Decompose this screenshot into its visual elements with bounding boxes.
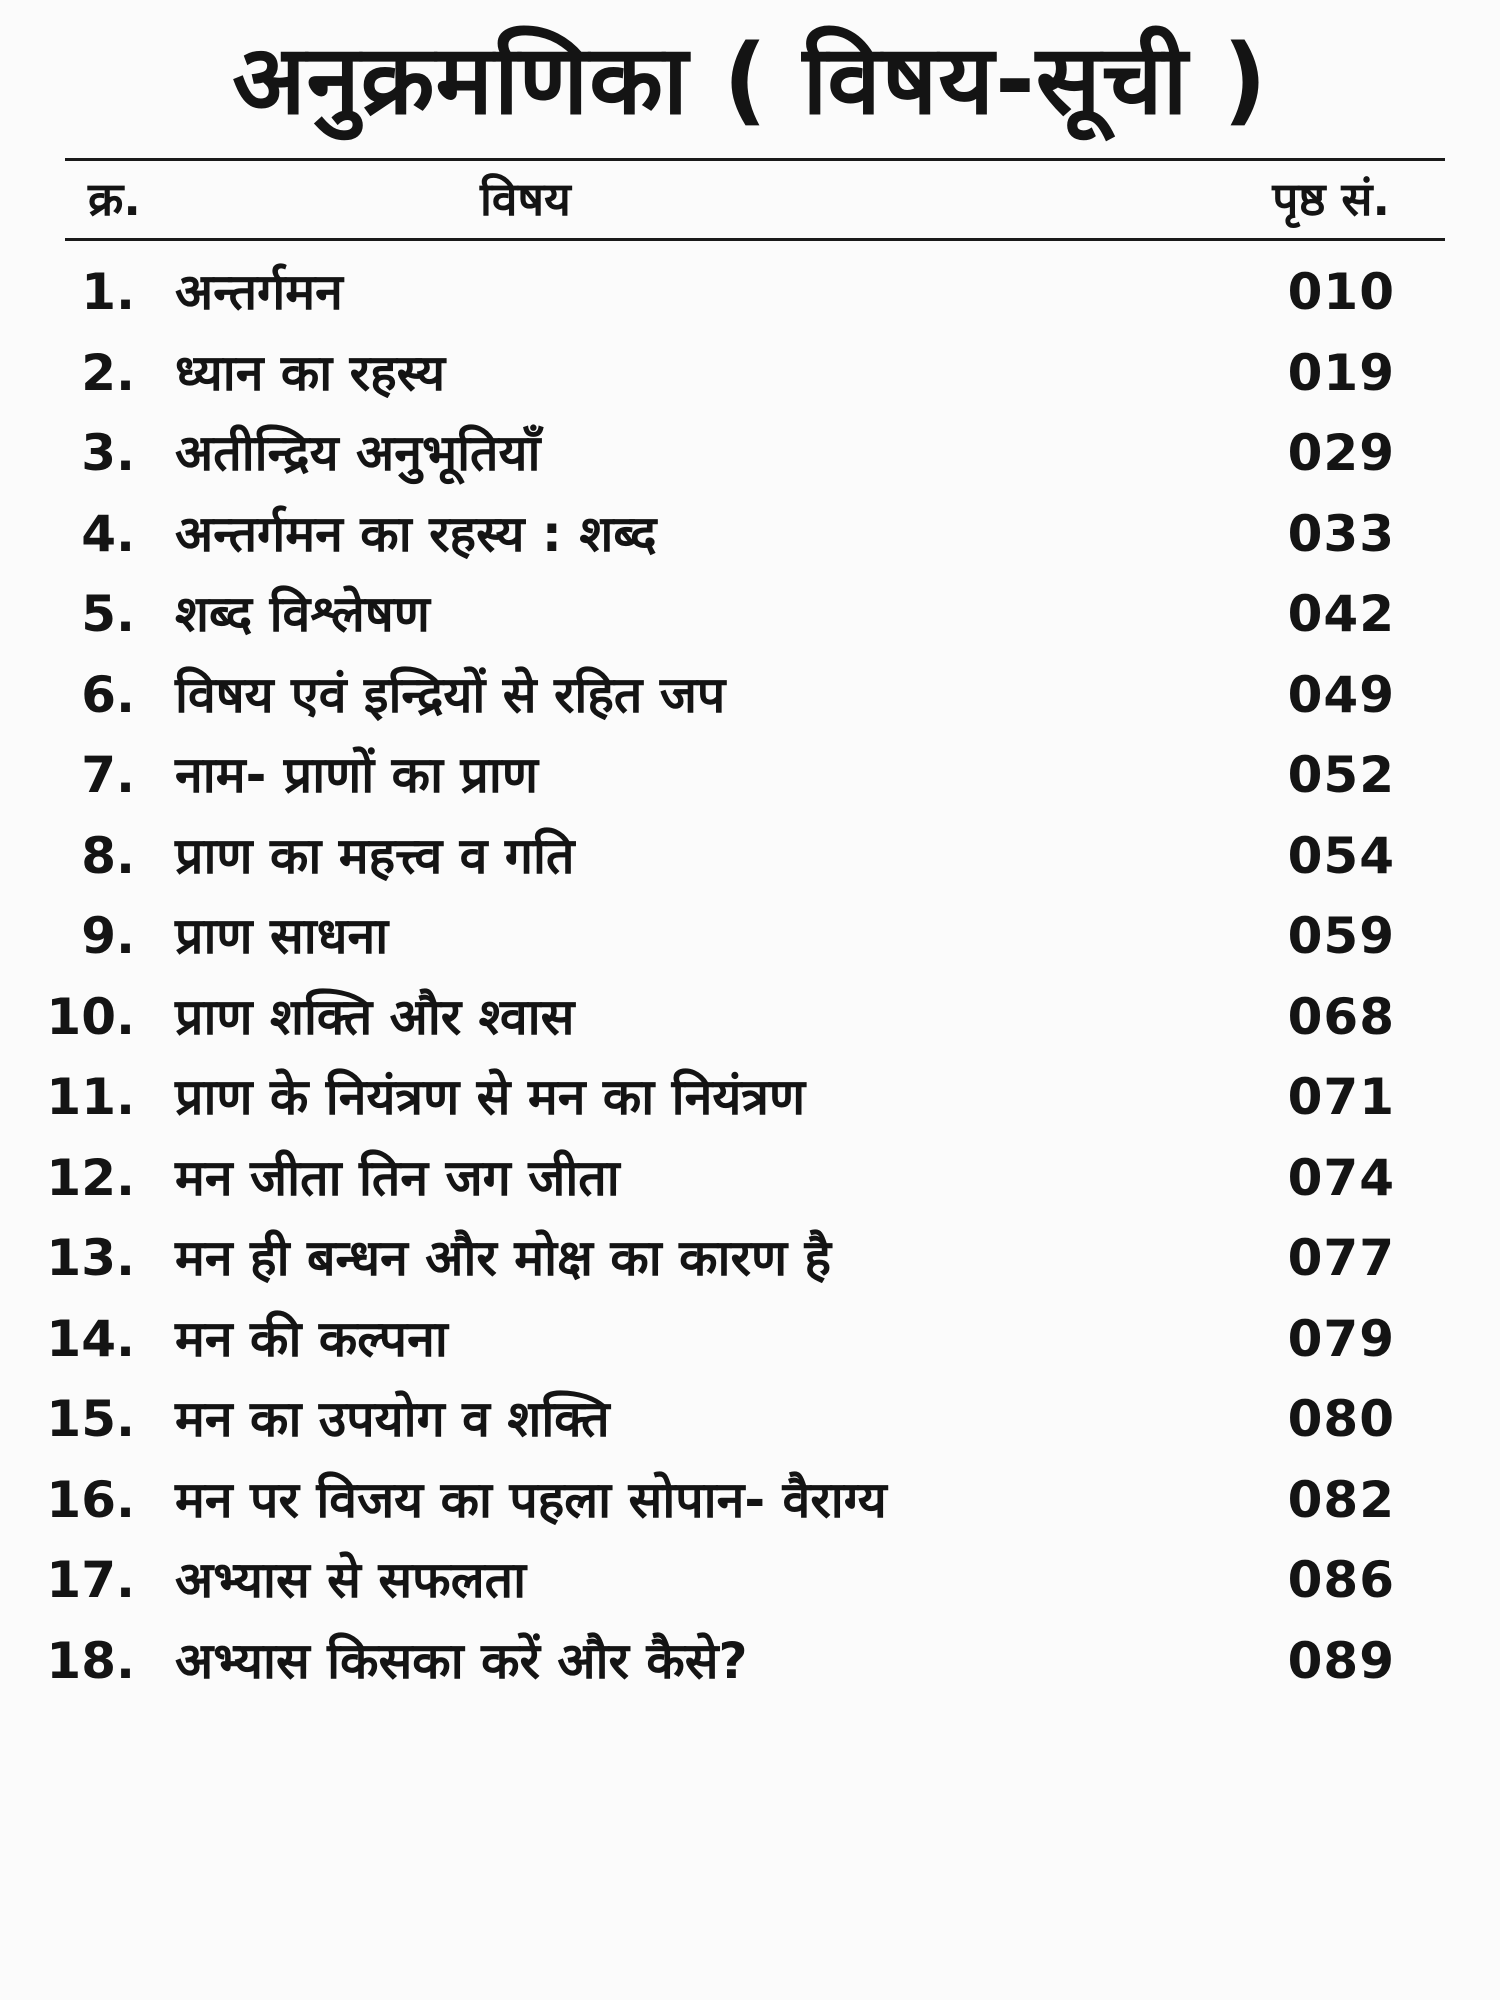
table-header bbox=[0, 163, 1500, 235]
header-top-rule bbox=[65, 158, 1445, 161]
page-title: अनुक्रमणिका ( विषय-सूची ) bbox=[232, 24, 1268, 136]
entry-topic: अन्तर्गमन bbox=[175, 263, 343, 321]
toc-row bbox=[0, 1540, 1500, 1621]
entry-number: 6. bbox=[81, 665, 135, 724]
toc-row bbox=[0, 735, 1500, 816]
entry-topic: विषय एवं इन्द्रियों से रहित जप bbox=[175, 665, 726, 724]
toc-row bbox=[0, 977, 1500, 1058]
entry-topic: मन ही बन्धन और मोक्ष का कारण है bbox=[175, 1229, 832, 1287]
entry-page: 089 bbox=[1287, 1631, 1395, 1690]
entry-topic: अभ्यास से सफलता bbox=[175, 1551, 527, 1609]
entry-page: 033 bbox=[1287, 504, 1395, 563]
entry-number: 3. bbox=[81, 424, 135, 482]
toc-row bbox=[0, 1460, 1500, 1541]
toc-row bbox=[0, 816, 1500, 897]
toc-row bbox=[0, 413, 1500, 494]
toc-row bbox=[0, 1621, 1500, 1702]
entry-page: 042 bbox=[1287, 585, 1395, 643]
entry-number: 7. bbox=[81, 746, 135, 804]
entry-number: 8. bbox=[81, 826, 135, 885]
toc-row bbox=[0, 1138, 1500, 1219]
header-number: क्र. bbox=[88, 172, 141, 226]
entry-topic: प्राण शक्ति और श्वास bbox=[175, 987, 575, 1046]
entry-number: 14. bbox=[46, 1309, 135, 1368]
entry-page: 082 bbox=[1287, 1470, 1395, 1529]
entry-number: 10. bbox=[46, 987, 135, 1046]
entry-topic: ध्यान का रहस्य bbox=[175, 343, 446, 402]
toc-row bbox=[0, 1057, 1500, 1138]
entry-number: 11. bbox=[46, 1068, 135, 1126]
entry-number: 1. bbox=[81, 263, 135, 321]
entry-topic: प्राण के नियंत्रण से मन का नियंत्रण bbox=[175, 1068, 806, 1126]
entry-number: 12. bbox=[46, 1148, 135, 1207]
entry-page: 049 bbox=[1287, 665, 1395, 724]
entry-number: 18. bbox=[46, 1631, 135, 1690]
entry-page: 052 bbox=[1287, 746, 1395, 804]
entry-page: 086 bbox=[1287, 1551, 1395, 1609]
entry-page: 074 bbox=[1287, 1148, 1395, 1207]
toc-row bbox=[0, 1218, 1500, 1299]
entry-number: 4. bbox=[81, 504, 135, 563]
entry-topic: अन्तर्गमन का रहस्य : शब्द bbox=[175, 504, 657, 563]
entry-number: 17. bbox=[46, 1551, 135, 1609]
entry-number: 5. bbox=[81, 585, 135, 643]
entry-topic: शब्द विश्लेषण bbox=[175, 585, 430, 643]
entry-page: 077 bbox=[1287, 1229, 1395, 1287]
toc-row bbox=[0, 1379, 1500, 1460]
entry-page: 019 bbox=[1287, 343, 1395, 402]
entry-page: 068 bbox=[1287, 987, 1395, 1046]
header-topic: विषय bbox=[480, 172, 571, 226]
entry-topic: मन का उपयोग व शक्ति bbox=[175, 1390, 610, 1448]
entry-number: 2. bbox=[81, 343, 135, 402]
entry-number: 15. bbox=[46, 1390, 135, 1448]
toc-list bbox=[0, 252, 1500, 1701]
entry-page: 071 bbox=[1287, 1068, 1395, 1126]
entry-number: 9. bbox=[81, 907, 135, 965]
entry-topic: मन पर विजय का पहला सोपान- वैराग्य bbox=[175, 1470, 887, 1529]
toc-row bbox=[0, 252, 1500, 333]
entry-topic: अभ्यास किसका करें और कैसे? bbox=[175, 1631, 748, 1690]
toc-row bbox=[0, 574, 1500, 655]
toc-row bbox=[0, 333, 1500, 414]
entry-number: 16. bbox=[46, 1470, 135, 1529]
header-page: पृष्ठ सं. bbox=[1272, 172, 1390, 226]
entry-number: 13. bbox=[46, 1229, 135, 1287]
entry-page: 079 bbox=[1287, 1309, 1395, 1368]
header-bottom-rule bbox=[65, 238, 1445, 241]
entry-page: 054 bbox=[1287, 826, 1395, 885]
toc-row bbox=[0, 896, 1500, 977]
entry-topic: नाम- प्राणों का प्राण bbox=[175, 746, 538, 804]
toc-row bbox=[0, 1299, 1500, 1380]
entry-topic: अतीन्द्रिय अनुभूतियाँ bbox=[175, 424, 541, 482]
entry-topic: मन जीता तिन जग जीता bbox=[175, 1148, 620, 1207]
entry-topic: प्राण का महत्त्व व गति bbox=[175, 826, 575, 885]
entry-topic: प्राण साधना bbox=[175, 907, 389, 965]
entry-topic: मन की कल्पना bbox=[175, 1309, 448, 1368]
entry-page: 029 bbox=[1287, 424, 1395, 482]
entry-page: 059 bbox=[1287, 907, 1395, 965]
toc-row bbox=[0, 655, 1500, 736]
entry-page: 010 bbox=[1287, 263, 1395, 321]
entry-page: 080 bbox=[1287, 1390, 1395, 1448]
toc-row bbox=[0, 494, 1500, 575]
